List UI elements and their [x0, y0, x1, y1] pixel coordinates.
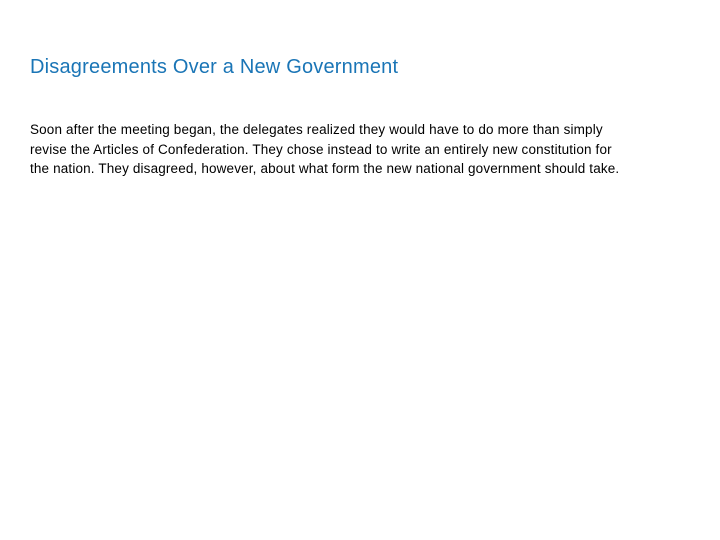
slide-title: Disagreements Over a New Government	[30, 56, 399, 78]
slide-body-paragraph: Soon after the meeting began, the delegates realized they would have to do more than simply revise the Articles of Confederation. They chose instead to write an entirely new constitution for the nation. They disagreed, however, about what form the new national government should take.	[30, 122, 620, 176]
